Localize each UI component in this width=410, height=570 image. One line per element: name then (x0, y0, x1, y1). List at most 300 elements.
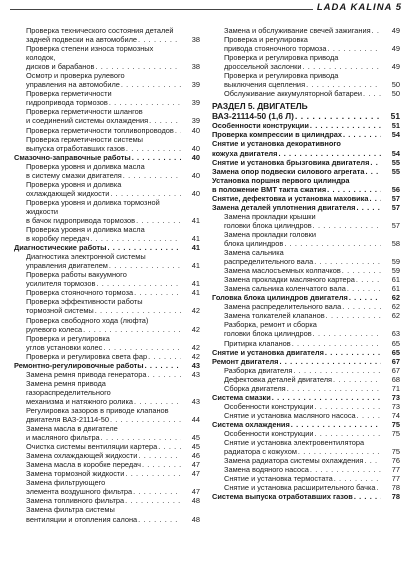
page-number: 50 (391, 89, 400, 99)
page-number: 41 (191, 261, 200, 271)
page-number: 73 (391, 392, 400, 402)
toc-entry (14, 442, 200, 451)
dot-leader (372, 26, 381, 35)
toc-entry-text: Проверка герметичности системы (26, 134, 143, 144)
toc-entry (14, 316, 200, 334)
page-number: 56 (391, 184, 400, 194)
dot-leader (370, 158, 381, 167)
toc-entry-text: Проверка и регулировка привода (224, 53, 339, 63)
toc-entry (14, 180, 200, 198)
page-number: 62 (391, 311, 400, 321)
toc-entry-text: в коробку передач (26, 234, 90, 244)
toc-entry (212, 420, 400, 429)
page-number: 67 (391, 356, 400, 366)
toc-entry (14, 297, 200, 315)
page-number: 65 (391, 338, 400, 348)
page-number: 54 (391, 148, 400, 158)
dot-leader (126, 144, 181, 153)
toc-entry-text: Сборка двигателя (224, 383, 286, 393)
toc-entry (14, 26, 200, 44)
toc-entry (14, 243, 200, 252)
page-number: 49 (391, 62, 400, 72)
toc-entry (14, 469, 200, 478)
toc-entry-text: Разборка, ремонт и сборка (224, 320, 317, 330)
page-number: 77 (391, 465, 400, 475)
toc-entry-text: Замена тормозной жидкости (26, 469, 125, 479)
toc-entry-text: Замена фильтра системы (26, 505, 115, 515)
toc-entry-text: дроссельной заслонки (224, 62, 302, 72)
page-number: 41 (191, 243, 200, 253)
toc-entry (212, 194, 400, 203)
dot-leader (103, 343, 181, 352)
page-number: 63 (391, 329, 400, 339)
toc-entry (212, 89, 400, 98)
toc-entry (212, 248, 400, 266)
toc-entry (14, 270, 200, 288)
page-number: 54 (391, 130, 400, 140)
toc-entry-text: Замена распределительного вала (224, 302, 342, 312)
page-number: 68 (391, 374, 400, 384)
toc-entry-text: Замена фильтрующего (26, 478, 106, 488)
toc-entry (212, 176, 400, 194)
page-number: 39 (191, 80, 200, 90)
page-number: 49 (391, 44, 400, 54)
dot-leader (125, 469, 181, 478)
toc-entry-text: Замена прокладки головки (224, 229, 316, 239)
toc-entry-text: Замена и обслуживание свечей зажигания (224, 26, 371, 35)
page-number: 42 (191, 351, 200, 361)
toc-entry (212, 465, 400, 474)
header-rule (10, 9, 348, 10)
dot-leader (123, 171, 181, 180)
toc-entry (14, 153, 200, 162)
page-number: 62 (391, 302, 400, 312)
dot-leader (95, 62, 181, 71)
toc-entry-text: Снятие и установка электровентилятора (224, 438, 365, 448)
toc-entry-text: двигателя ВАЗ-21114-50 (26, 415, 109, 425)
page-number: 47 (191, 460, 200, 470)
dot-leader (110, 189, 181, 198)
toc-entry (14, 225, 200, 243)
page-number: 45 (191, 442, 200, 452)
toc-entry-text: Проверка степени износа тормозных колодок, (26, 44, 154, 63)
page-number: 77 (391, 474, 400, 484)
toc-entry (212, 71, 400, 89)
toc-entry-text: механизма и натяжного ролика (26, 396, 134, 406)
page-number: 59 (391, 266, 400, 276)
toc-entry-text: ВАЗ-21114-50 (1,6 Л) (212, 111, 294, 122)
toc-entry (14, 379, 200, 406)
toc-entry-text: Ремонт двигателя (212, 356, 279, 366)
toc-entry-text: Особенности конструкции (212, 121, 309, 131)
page-number: 41 (191, 215, 200, 225)
toc-entry (14, 352, 200, 361)
toc-entry (212, 393, 400, 402)
toc-entry (14, 198, 200, 225)
toc-entry (212, 402, 400, 411)
page-number: 61 (391, 275, 400, 285)
toc-entry (14, 505, 200, 523)
dot-leader (327, 185, 381, 194)
page-number: 39 (191, 116, 200, 126)
toc-entry-text: Снятие и установка расширительного бачка (224, 483, 376, 493)
page-number: 73 (391, 401, 400, 411)
page-number: 41 (191, 288, 200, 298)
toc-left-column (14, 26, 200, 524)
toc-entry (212, 275, 400, 284)
toc-entry-text: кожуха двигателя (212, 148, 278, 158)
toc-entry-text: Замена охлаждающей жидкости (26, 451, 138, 461)
toc-entry (212, 26, 400, 35)
toc-entry (212, 366, 400, 375)
toc-entry-text: Система выпуска отработавших газов (212, 492, 353, 502)
toc-entry (212, 311, 400, 320)
toc-entry (14, 424, 200, 442)
page-number: 75 (391, 447, 400, 457)
toc-entry-text: выключения сцепления (224, 80, 306, 90)
dot-leader (138, 35, 181, 44)
toc-entry-text: Проверка герметичности шлангов (26, 107, 143, 117)
page-number: 46 (191, 451, 200, 461)
toc-entry-text: Замена масла в двигателе (26, 424, 118, 434)
dot-leader (369, 194, 381, 203)
page-header (0, 0, 410, 18)
toc-entry (14, 126, 200, 135)
dot-leader (314, 429, 381, 438)
toc-entry-text: Ремонтно-регулировочные работы (14, 360, 144, 370)
toc-entry-text: Снятие и установка брызговика двигателя (212, 157, 370, 167)
page-number: 44 (191, 415, 200, 425)
dot-leader (90, 234, 181, 243)
toc-entry-text: головки блока цилиндров (224, 329, 312, 339)
dot-leader (364, 456, 381, 465)
dot-leader (347, 284, 381, 293)
toc-entry (212, 492, 400, 501)
dot-leader (272, 393, 381, 402)
toc-entry (212, 121, 400, 130)
dot-leader (148, 352, 181, 361)
dot-leader (292, 339, 381, 348)
dot-leader (314, 257, 381, 266)
dot-leader (343, 130, 381, 139)
toc-entry (212, 203, 400, 212)
page-number: 51 (390, 111, 400, 122)
toc-entry (212, 339, 400, 348)
dot-leader (110, 415, 181, 424)
toc-entry-text: в систему смазки двигателя (26, 170, 122, 180)
toc-entry-text: в положение ВМТ такта сжатия (212, 184, 327, 194)
page-number: 39 (191, 98, 200, 108)
toc-entry-text: управления на автомобиле (26, 80, 120, 90)
toc-entry-text: Система охлаждения (212, 419, 290, 429)
toc-entry-text: Проверка компрессии в цилиндрах (212, 130, 342, 140)
toc-entry (14, 89, 200, 107)
toc-entry-text: дисков и барабанов (26, 62, 95, 72)
toc-entry-text: и соединений системы охлаждения (26, 116, 149, 126)
toc-entry (212, 438, 400, 456)
toc-entry-text: Снятие и установка декоративного (212, 139, 341, 149)
dot-leader (121, 80, 181, 89)
toc-entry-text: Снятие и установка термостата (224, 474, 333, 484)
dot-leader (145, 361, 181, 370)
dot-leader (279, 357, 381, 366)
dot-leader (363, 89, 381, 98)
page-number: 57 (391, 202, 400, 212)
toc-entry-text: Регулировка зазоров в приводе клапанов (26, 405, 169, 415)
dot-leader (328, 44, 381, 53)
toc-entry-text: Обслуживание аккумуляторной батареи (224, 89, 363, 99)
toc-entry (14, 460, 200, 469)
toc-entry-text: Притирка клапанов (224, 338, 291, 348)
toc-entry (212, 429, 400, 438)
dot-leader (313, 221, 381, 230)
page-number: 40 (191, 143, 200, 153)
page-number: 58 (391, 238, 400, 248)
dot-leader (138, 451, 181, 460)
toc-entry-text: Проверка и регулировка света фар (26, 351, 148, 361)
toc-entry (212, 411, 400, 420)
page-number: 71 (391, 383, 400, 393)
toc-entry (212, 474, 400, 483)
dot-leader (109, 98, 181, 107)
dot-leader (314, 402, 381, 411)
toc-entry-text: Снятие, дефектовка и установка маховика (212, 193, 369, 203)
toc-entry (212, 101, 400, 121)
toc-entry-text: Проверка герметичности (26, 89, 112, 99)
toc-entry-text: Особенности конструкции (224, 428, 314, 438)
dot-leader (142, 460, 181, 469)
toc-entry (212, 357, 400, 366)
toc-entry (212, 230, 400, 248)
toc-entry-text: Проверка и регулировка привода (224, 71, 339, 81)
dot-leader (287, 384, 381, 393)
toc-entry-text: гидропривода тормозов (26, 98, 108, 108)
toc-entry (14, 496, 200, 505)
toc-entry-text: Замена водяного насоса (224, 465, 309, 475)
page-number: 40 (191, 125, 200, 135)
toc-entry-text: рулевого колеса (26, 324, 83, 334)
dot-leader (284, 239, 381, 248)
dot-leader (83, 325, 181, 334)
toc-entry-text: Проверка и регулировка (26, 333, 110, 343)
page-number: 48 (191, 496, 200, 506)
dot-leader (313, 329, 381, 338)
toc-entry-text: Замена сальника (224, 248, 284, 258)
toc-entry-text: и масляного фильтра (26, 433, 100, 443)
page-number: 47 (191, 469, 200, 479)
toc-entry-text: Замена деталей уплотнения двигателя (212, 202, 356, 212)
dot-leader (342, 266, 381, 275)
toc-entry (212, 284, 400, 293)
dot-leader (293, 366, 381, 375)
toc-entry-text: Замена опор подвески силового агрегата (212, 166, 365, 176)
toc-entry (14, 361, 200, 370)
dot-leader (333, 375, 381, 384)
toc-entry-text: Установка поршня первого цилиндра (212, 175, 350, 185)
toc-entry-text: Диагностические работы (14, 243, 107, 253)
dot-leader (125, 496, 181, 505)
dot-leader (149, 116, 181, 125)
toc-entry (14, 162, 200, 180)
dot-leader (302, 62, 381, 71)
toc-entry-text: Проверка стояночного тормоза (26, 288, 134, 298)
page-number: 78 (391, 492, 400, 502)
toc-entry-text: вентиляции и отопления салона (26, 514, 138, 524)
toc-entry (212, 302, 400, 311)
page-number: 41 (191, 234, 200, 244)
dot-leader (349, 293, 381, 302)
toc-entry-text: Дефектовка деталей двигателя (224, 374, 333, 384)
page-number: 57 (391, 193, 400, 203)
toc-entry-text: Очистка системы вентиляции картера (26, 442, 158, 452)
toc-entry-text: Замена сальника коленчатого вала (224, 284, 346, 294)
page-number: 50 (391, 80, 400, 90)
dot-leader (306, 80, 381, 89)
page-number: 49 (391, 26, 400, 35)
toc-entry (14, 478, 200, 496)
toc-right-column (212, 26, 400, 501)
page-number: 40 (191, 188, 200, 198)
toc-entry-text: выпуска отработавших газов (26, 143, 125, 153)
dot-leader (133, 487, 181, 496)
page-number: 65 (391, 347, 400, 357)
dot-leader (96, 279, 181, 288)
toc-entry-text: Снятие и установка масляного насоса (224, 410, 356, 420)
dot-leader (132, 153, 181, 162)
dot-leader (136, 216, 181, 225)
toc-entry (14, 406, 200, 424)
toc-entry-text: Смазочно-заправочные работы (14, 152, 131, 162)
page-number: 59 (391, 257, 400, 267)
toc-entry-text: Проверка уровня и доливка масла (26, 225, 145, 235)
toc-entry-text: Проверка и регулировка (224, 35, 308, 45)
toc-entry-text: задней подвески на автомобиле (26, 35, 138, 45)
toc-entry-text: Замена масла в коробке передач (26, 460, 141, 470)
page-number: 42 (191, 324, 200, 334)
toc-entry (212, 212, 400, 230)
dot-leader (138, 515, 181, 524)
page-number: 57 (391, 220, 400, 230)
toc-entry (212, 158, 400, 167)
toc-entry (14, 44, 200, 71)
toc-entry-text: Проверка уровня и доливка (26, 179, 122, 189)
dot-leader (334, 474, 381, 483)
toc-entry-text: Замена радиатора системы охлаждения (224, 456, 364, 466)
toc-entry-text: Проверка уровня и доливка масла (26, 161, 145, 171)
toc-entry-text: Проверка эффективности работы (26, 297, 143, 307)
page-number: 61 (391, 284, 400, 294)
toc-entry (14, 370, 200, 379)
toc-entry-text: Диагностика электронной системы (26, 252, 146, 262)
dot-leader (109, 261, 181, 270)
toc-entry (212, 375, 400, 384)
page-number: 38 (191, 35, 200, 45)
toc-entry-text: Проверка работы вакуумного (26, 270, 127, 280)
page-number: 55 (391, 157, 400, 167)
dot-leader (357, 411, 381, 420)
toc-entry-text: радиатора с кожухом (224, 447, 297, 457)
toc-entry-text: привода стояночного тормоза (224, 44, 327, 54)
toc-entry-text: Замена прокладки крышки (224, 211, 316, 221)
dot-leader (134, 288, 181, 297)
page-number: 43 (191, 396, 200, 406)
toc-entry (14, 334, 200, 352)
page-number: 78 (391, 483, 400, 493)
dot-leader (298, 447, 381, 456)
toc-entry-text: тормозной системы (26, 306, 94, 316)
dot-leader (107, 243, 181, 252)
page-number: 55 (391, 166, 400, 176)
toc-entry-text: Головка блока цилиндров двигателя (212, 293, 348, 303)
toc-entry-text: усилителя тормозов (26, 279, 96, 289)
dot-leader (158, 442, 181, 451)
page-number: 42 (191, 306, 200, 316)
toc-entry (212, 130, 400, 139)
dot-leader (147, 370, 181, 379)
dot-leader (356, 203, 381, 212)
page-number: 75 (391, 428, 400, 438)
dot-leader (310, 465, 381, 474)
dot-leader (356, 275, 381, 284)
toc-entry (14, 135, 200, 153)
dot-leader (295, 111, 381, 121)
page-number: 51 (391, 121, 400, 131)
toc-entry-text: Разборка двигателя (224, 365, 293, 375)
dot-leader (326, 311, 381, 320)
dot-leader (310, 121, 381, 130)
toc-entry-text: Система смазки (212, 392, 271, 402)
toc-entry (14, 252, 200, 270)
toc-entry-text: Замена ремня привода газораспределительного (26, 378, 111, 397)
toc-entry-text: РАЗДЕЛ 5. ДВИГАТЕЛЬ (212, 101, 308, 112)
dot-leader (325, 348, 381, 357)
toc-entry (212, 456, 400, 465)
toc-entry-text: Снятие и установка двигателя (212, 347, 324, 357)
dot-leader (376, 483, 381, 492)
dot-leader (291, 420, 381, 429)
page-number: 43 (191, 360, 200, 370)
toc-entry (14, 451, 200, 460)
page-number: 74 (391, 410, 400, 420)
dot-leader (95, 306, 181, 315)
dot-leader (365, 167, 381, 176)
dot-leader (134, 397, 181, 406)
toc-entry (212, 384, 400, 393)
toc-entry (212, 483, 400, 492)
dot-leader (354, 492, 381, 501)
page-number: 40 (191, 152, 200, 162)
toc-entry (212, 139, 400, 157)
toc-entry-text: Замена маслосъемных колпачков (224, 266, 341, 276)
toc-entry-text: Проверка герметичности топливопроводов (26, 125, 174, 135)
toc-entry (212, 35, 400, 53)
toc-entry (14, 71, 200, 89)
toc-entry-text: распределительного вала (224, 257, 314, 267)
toc-entry-text: головки блока цилиндров (224, 220, 312, 230)
toc-entry-text: Замена прокладки масляного картера (224, 275, 355, 285)
dot-leader (101, 433, 181, 442)
page-number: 38 (191, 62, 200, 72)
page-number: 75 (391, 419, 400, 429)
toc-entry (212, 266, 400, 275)
toc-entry-text: в бачок гидропривода тормозов (26, 215, 136, 225)
toc-entry (212, 53, 400, 71)
page-number: 43 (191, 369, 200, 379)
page-number: 45 (191, 433, 200, 443)
page-number: 42 (191, 342, 200, 352)
page-number: 47 (191, 487, 200, 497)
toc-entry (212, 348, 400, 357)
